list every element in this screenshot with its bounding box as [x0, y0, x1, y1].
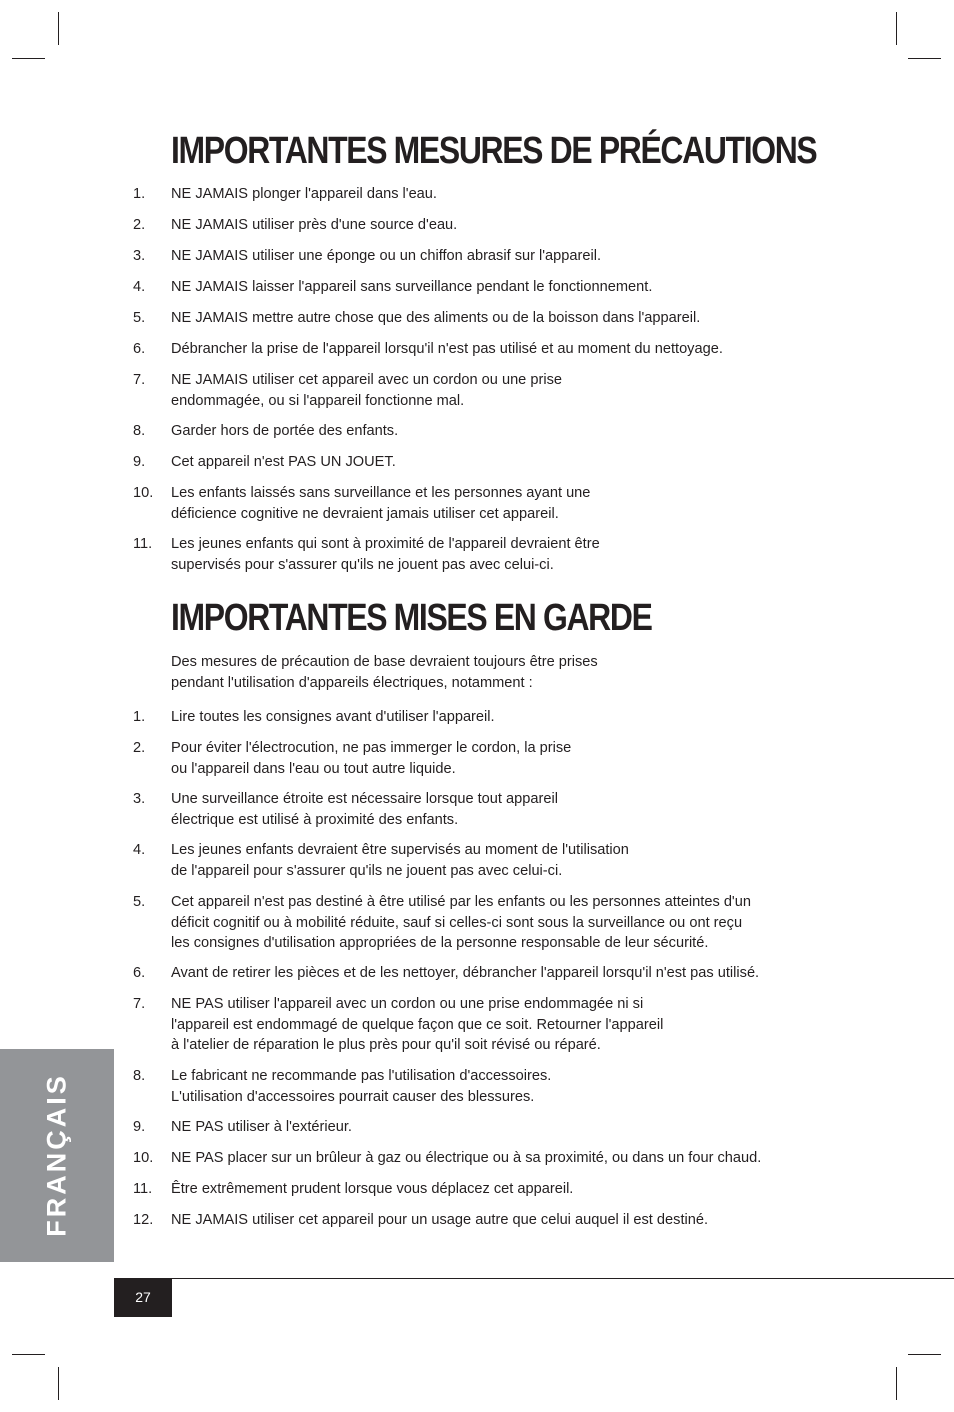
item-text: Lire toutes les consignes avant d'utiliser l'appareil.: [171, 709, 495, 725]
item-text: Les enfants laissés sans surveillance et les personnes ayant une déficience cognitive ne devraient jamais utiliser cet appareil.: [171, 485, 591, 522]
crop-mark: [12, 58, 45, 59]
item-number: 8.: [133, 1068, 146, 1084]
item-text: NE JAMAIS utiliser cet appareil pour un usage autre que celui auquel il est destiné.: [171, 1212, 709, 1228]
item-text: Les jeunes enfants devraient être supervisés au moment de l'utilisation de l'appareil pour s'assurer qu'ils ne jouent pas avec celui-ci.: [171, 842, 629, 879]
item-text: Cet appareil n'est pas destiné à être utilisé par les enfants ou les personnes atteintes d'un déficit cognitif ou à mobilité réduite, sauf si celles-ci sont sous la surveillance ou ont reçu les consignes d'utilisation appropriées de la personne responsable de leur sécurité.: [171, 894, 751, 951]
language-side-tab: [0, 1049, 114, 1262]
item-text: Avant de retirer les pièces et de les nettoyer, débrancher l'appareil lorsqu'il n'est pas utilisé.: [171, 965, 760, 981]
item-text: NE PAS utiliser l'appareil avec un cordon ou une prise endommagée ni si l'appareil est endommagé de quelque façon que ce soit. Retourner l'appareil à l'atelier de réparation le plus près pour qu'il soit révisé ou réparé.: [171, 996, 664, 1053]
footer-rule: [114, 1278, 954, 1279]
item-number: 10.: [133, 485, 154, 501]
item-number: 12.: [133, 1212, 154, 1228]
item-number: 7.: [133, 996, 146, 1012]
item-text: NE JAMAIS laisser l'appareil sans surveillance pendant le fonctionnement.: [171, 279, 653, 295]
crop-mark: [896, 12, 897, 45]
item-number: 4.: [133, 842, 146, 858]
item-number: 2.: [133, 740, 146, 756]
item-number: 5.: [133, 310, 146, 326]
crop-mark: [908, 58, 941, 59]
item-number: 9.: [133, 454, 146, 470]
item-number: 11.: [133, 1181, 153, 1197]
item-number: 5.: [133, 894, 146, 910]
crop-mark: [58, 12, 59, 45]
item-number: 7.: [133, 372, 146, 388]
item-text: NE JAMAIS utiliser près d'une source d'eau.: [171, 217, 458, 233]
item-number: 3.: [133, 248, 146, 264]
item-text: Débrancher la prise de l'appareil lorsqu'il n'est pas utilisé et au moment du nettoyage.: [171, 341, 723, 357]
item-number: 4.: [133, 279, 146, 295]
item-number: 9.: [133, 1119, 146, 1135]
item-number: 8.: [133, 423, 146, 439]
language-tab-label: FRANÇAIS: [41, 1073, 72, 1237]
item-text: NE JAMAIS utiliser cet appareil avec un cordon ou une prise endommagée, ou si l'appareil fonctionne mal.: [171, 372, 562, 409]
page-number: 27: [135, 1289, 151, 1305]
item-number: 11.: [133, 536, 153, 552]
item-text: Cet appareil n'est PAS UN JOUET.: [171, 454, 396, 470]
item-number: 3.: [133, 791, 146, 807]
item-text: NE PAS placer sur un brûleur à gaz ou électrique ou à sa proximité, ou dans un four chaud.: [171, 1150, 762, 1166]
crop-mark: [12, 1354, 45, 1355]
item-text: NE JAMAIS mettre autre chose que des aliments ou de la boisson dans l'appareil.: [171, 310, 701, 326]
crop-mark: [58, 1367, 59, 1400]
item-text: NE JAMAIS utiliser une éponge ou un chiffon abrasif sur l'appareil.: [171, 248, 602, 264]
item-text: Une surveillance étroite est nécessaire lorsque tout appareil électrique est utilisé à proximité des enfants.: [171, 791, 558, 828]
crop-mark: [908, 1354, 941, 1355]
item-number: 6.: [133, 965, 146, 981]
item-text: NE JAMAIS plonger l'appareil dans l'eau.: [171, 186, 437, 202]
item-number: 6.: [133, 341, 146, 357]
item-text: Être extrêmement prudent lorsque vous déplacez cet appareil.: [171, 1181, 574, 1197]
item-text: NE PAS utiliser à l'extérieur.: [171, 1119, 352, 1135]
warnings-intro: Des mesures de précaution de base devraient toujours être prises pendant l'utilisation d'appareils électriques, notamment :: [171, 654, 598, 691]
page-number-box: [114, 1278, 172, 1317]
warnings-title: IMPORTANTES MISES EN GARDE: [171, 597, 652, 639]
item-text: Le fabricant ne recommande pas l'utilisation d'accessoires. L'utilisation d'accessoires pourrait causer des blessures.: [171, 1068, 552, 1105]
item-text: Les jeunes enfants qui sont à proximité de l'appareil devraient être supervisés pour s'assurer qu'ils ne jouent pas avec celui-ci.: [171, 536, 600, 573]
item-number: 10.: [133, 1150, 154, 1166]
item-number: 1.: [133, 186, 146, 202]
item-number: 1.: [133, 709, 146, 725]
item-text: Pour éviter l'électrocution, ne pas immerger le cordon, la prise ou l'appareil dans l'eau ou tout autre liquide.: [171, 740, 572, 777]
precautions-title: IMPORTANTES MESURES DE PRÉCAUTIONS: [171, 130, 817, 172]
crop-mark: [896, 1367, 897, 1400]
item-number: 2.: [133, 217, 146, 233]
item-text: Garder hors de portée des enfants.: [171, 423, 399, 439]
